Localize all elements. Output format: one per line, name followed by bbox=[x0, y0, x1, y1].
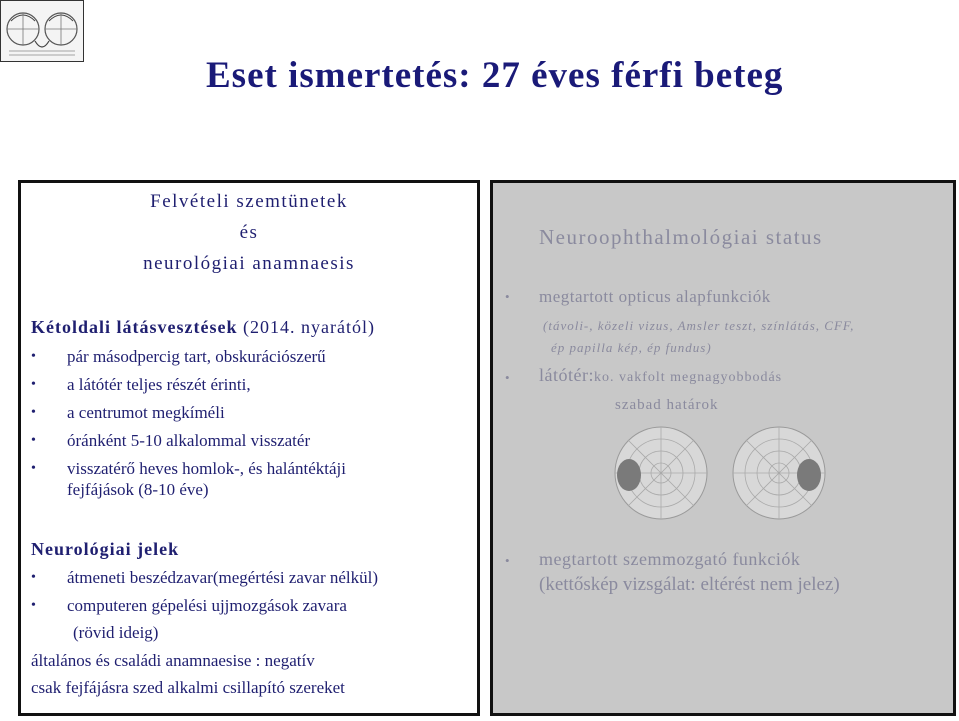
status-item bbox=[539, 365, 782, 386]
visual-field-diagram-left bbox=[611, 423, 711, 523]
bullet-icon: • bbox=[505, 370, 510, 385]
bullet-icon: • bbox=[31, 570, 36, 585]
logo-image bbox=[0, 0, 84, 62]
list-item: óránként 5-10 alkalommal visszatér bbox=[67, 431, 311, 450]
status-item: megtartott szemmozgató funkciók bbox=[539, 549, 801, 569]
list-item-continued: (rövid ideig) bbox=[73, 623, 159, 642]
list-item-continued: fejfájások (8-10 éve) bbox=[67, 480, 209, 499]
bullet-icon: • bbox=[31, 598, 36, 613]
list-item: a látótér teljes részét érinti, bbox=[67, 375, 251, 394]
panel-heading-line1: Felvételi szemtünetek bbox=[150, 191, 348, 212]
slide-title: Eset ismertetés: 27 éves férfi beteg bbox=[206, 55, 784, 96]
status-item: megtartott opticus alapfunkciók bbox=[539, 287, 771, 306]
admission-panel bbox=[18, 180, 480, 716]
bullet-icon: • bbox=[505, 553, 510, 568]
status-item-detail: (kettőskép vizsgálat: eltérést nem jelez) bbox=[539, 574, 840, 595]
status-item-detail: szabad határok bbox=[615, 397, 719, 413]
section-vision-loss bbox=[31, 317, 375, 338]
neuroophthalmology-panel bbox=[490, 180, 956, 716]
bullet-icon: • bbox=[31, 461, 36, 476]
bullet-icon: • bbox=[31, 433, 36, 448]
history-note: általános és családi anamnaesise : negatív bbox=[31, 651, 315, 670]
section-vision-loss-bold: Kétoldali látásvesztések bbox=[31, 317, 238, 337]
panel-heading: Neuroophthalmológiai status bbox=[539, 225, 823, 249]
panel-heading-line3: neurológiai anamnaesis bbox=[143, 253, 355, 274]
visual-field-label: látótér: bbox=[539, 365, 594, 385]
list-item: a centrumot megkíméli bbox=[67, 403, 225, 422]
list-item: computeren gépelési ujjmozgások zavara bbox=[67, 596, 347, 615]
bullet-icon: • bbox=[31, 405, 36, 420]
section-neuro-signs bbox=[31, 539, 179, 560]
status-item-detail: ép papilla kép, ép fundus) bbox=[551, 340, 712, 355]
visual-field-diagram-right bbox=[729, 423, 829, 523]
bullet-icon: • bbox=[31, 377, 36, 392]
medication-note: csak fejfájásra szed alkalmi csillapító szereket bbox=[31, 678, 345, 697]
list-item: visszatérő heves homlok-, és halántéktáji bbox=[67, 459, 346, 478]
bullet-icon: • bbox=[31, 349, 36, 364]
bullet-icon: • bbox=[505, 289, 510, 304]
visual-field-finding: ko. vakfolt megnagyobbodás bbox=[593, 370, 783, 385]
section-neuro-signs-label: Neurológiai jelek bbox=[31, 539, 180, 559]
panel-heading-line2: és bbox=[239, 222, 259, 243]
status-item-detail: (távoli-, közeli vizus, Amsler teszt, színlátás, CFF, bbox=[543, 318, 855, 333]
list-item: átmeneti beszédzavar(megértési zavar nélkül) bbox=[67, 568, 379, 587]
list-item: pár másodpercig tart, obskurációszerű bbox=[67, 347, 326, 366]
section-vision-loss-date: (2014. nyarától) bbox=[237, 317, 375, 337]
